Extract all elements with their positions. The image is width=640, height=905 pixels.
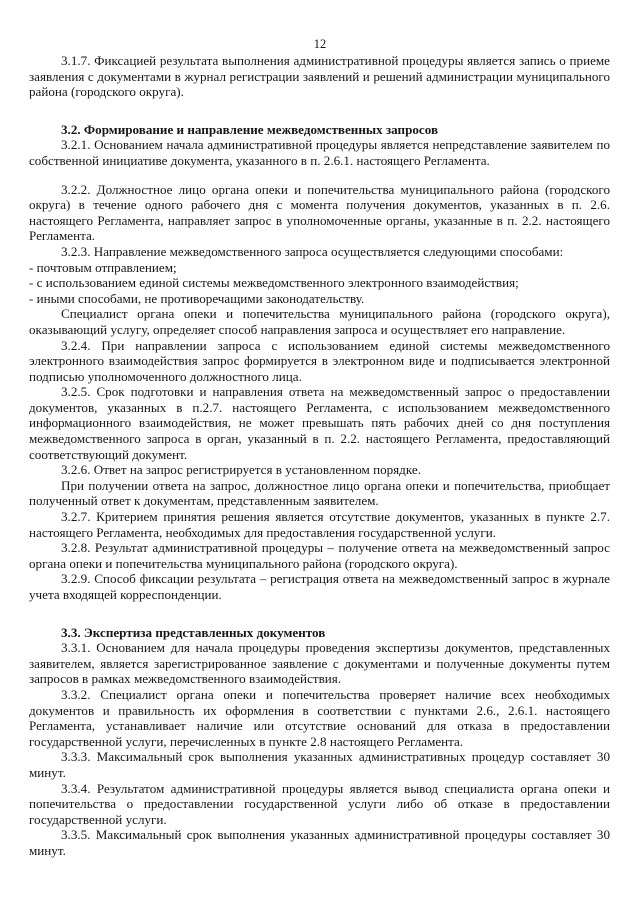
paragraph-3-3-4: 3.3.4. Результатом административной процедуры является вывод специалиста органа опеки и попечительства о предоставлении государственной услуги либо об отказе в предоставлении государственной услуги. (29, 780, 610, 827)
paragraph-3-2-1: 3.2.1. Основанием начала административной процедуры является непредставление заявителем по собственной инициативе документа, указанного в п. 2.6.1. настоящего Регламента. (29, 137, 610, 168)
section-heading-3-3: 3.3. Экспертиза представленных документов (61, 624, 326, 640)
paragraph-3-2-7: 3.2.7. Критерием принятия решения является отсутствие документов, указанных в пункте 2.7. настоящего Регламента, необходимых для предоставления государственной услуги. (29, 509, 610, 540)
paragraph-3-2-3: 3.2.3. Направление межведомственного запроса осуществляется следующими способами: (61, 243, 564, 259)
list-item-other: - иными способами, не противоречащими законодательству. (29, 290, 365, 306)
section-heading-3-2: 3.2. Формирование и направление межведомственных запросов (61, 121, 439, 137)
paragraph-3-3-1: 3.3.1. Основанием для начала процедуры проведения экспертизы документов, представленных заявителем, является зарегистрированное заявление с документами и полученные документы путем запросов в рамках межведомственного взаимодействия. (29, 640, 610, 687)
paragraph-3-2-2: 3.2.2. Должностное лицо органа опеки и попечительства муниципального района (городского округа) в течение одного рабочего дня с момента получения документов, указанных в п. 2.6. настоящего Регламента, направляет запрос в уполномоченные органы, указанные в п. 2.2. настоящего Регламента. (29, 181, 610, 244)
paragraph-3-2-8: 3.2.8. Результат административной процедуры – получение ответа на межведомственный запрос органа опеки и попечительства муниципального района (городского округа). (29, 540, 610, 571)
page-number: 12 (313, 37, 327, 51)
spacer (29, 100, 610, 122)
paragraph-3-1-7: 3.1.7. Фиксацией результата выполнения административной процедуры является запись о приеме заявления с документами в журнал регистрации заявлений и решений администрации муниципального района (городского округа). (29, 53, 610, 100)
paragraph-3-2-6: 3.2.6. Ответ на запрос регистрируется в установленном порядке. (61, 462, 421, 478)
list-item-electronic: - с использованием единой системы межведомственного электронного взаимодействия; (29, 275, 519, 291)
document-body (29, 53, 610, 859)
paragraph-3-3-3: 3.3.3. Максимальный срок выполнения указанных административных процедур составляет 30 минут. (29, 749, 610, 780)
list-item-post: - почтовым отправлением; (29, 259, 177, 275)
paragraph-3-2-4: 3.2.4. При направлении запроса с использованием единой системы межведомственного электронного взаимодействия запрос формируется в электронном виде и подписывается электронной подписью уполномоченного должностного лица. (29, 337, 610, 384)
spacer (29, 603, 610, 625)
paragraph-3-3-5: 3.3.5. Максимальный срок выполнения указанных административной процедуры составляет 30 минут. (29, 827, 610, 858)
paragraph-receipt: При получении ответа на запрос, должностное лицо органа опеки и попечительства, приобщает полученный ответ к документам, представленным заявителем. (29, 477, 610, 509)
paragraph-3-2-5: 3.2.5. Срок подготовки и направления ответа на межведомственный запрос о предоставлении документов, указанных в п.2.7. настоящего Регламента, с использованием межведомственного информационного взаимодействия, не может превышать пять рабочих дней со дня поступления межведомственного запроса в орган, указанный в п. 2.2. настоящего Регламента, предоставляющий соответствующий документ. (29, 384, 610, 462)
paragraph-3-3-2: 3.3.2. Специалист органа опеки и попечительства проверяет наличие всех необходимых документов и правильность их оформления в соответствии с пунктами 2.6., 2.6.1. настоящего Регламента, устанавливает наличие или отсутствие оснований для отказа в предоставлении государственной услуги, перечисленных в пункте 2.8 настоящего Регламента. (29, 686, 610, 749)
paragraph-specialist: Специалист органа опеки и попечительства муниципального района (городского округа), оказывающий услугу, определяет способ направления запроса и осуществляет его направление. (29, 306, 610, 337)
paragraph-3-2-9: 3.2.9. Способ фиксации результата – регистрация ответа на межведомственный запрос в журнале учета входящей корреспонденции. (29, 571, 610, 602)
spacer (29, 169, 610, 182)
